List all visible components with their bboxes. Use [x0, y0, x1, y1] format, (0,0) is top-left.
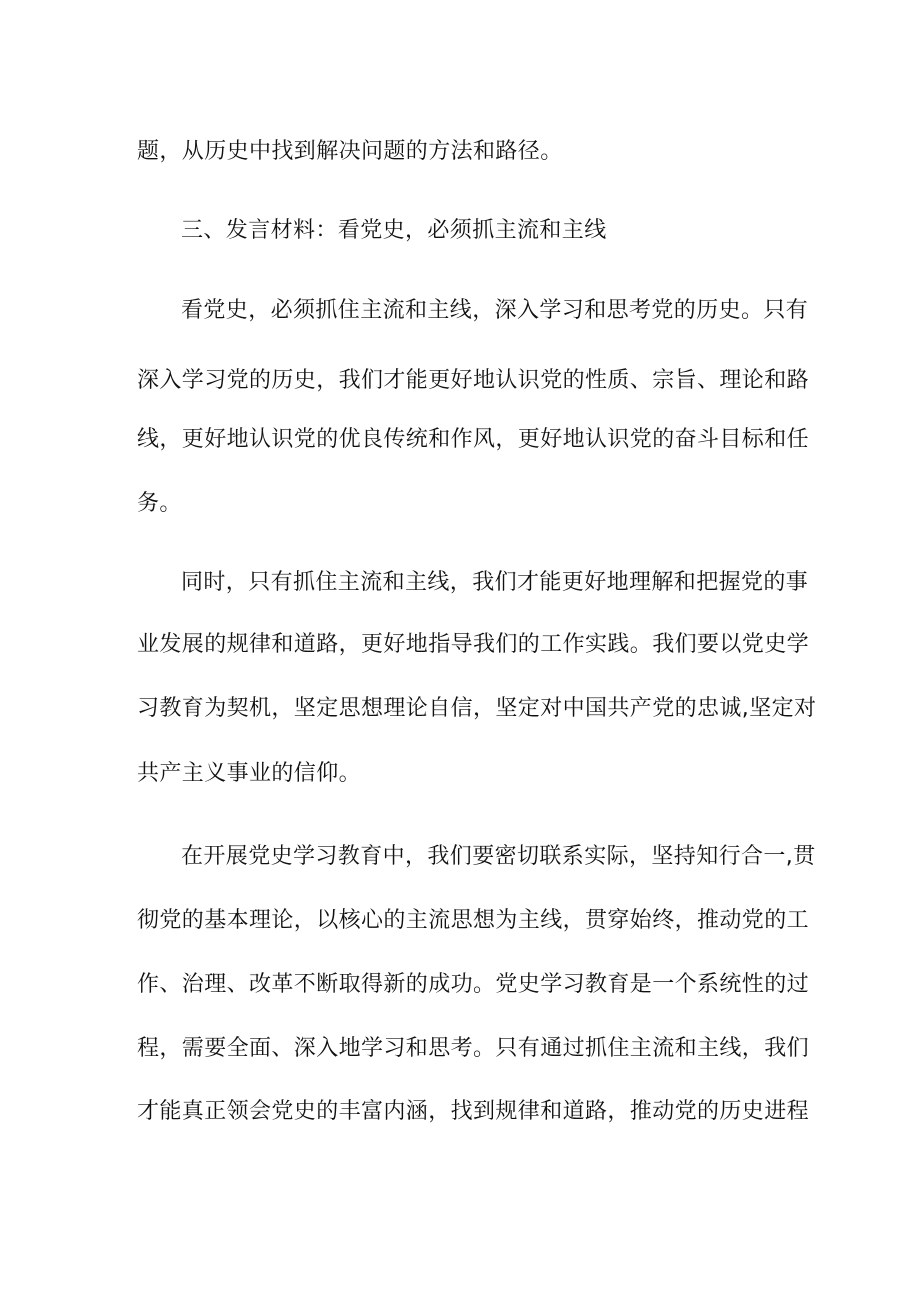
section-heading: 三、发言材料：看党史，必须抓主流和主线: [181, 218, 607, 243]
text-line: 习教育为契机，坚定思想理论自信，坚定对中国共产党的忠诚,坚定对: [137, 696, 817, 721]
text-line: 务。: [137, 491, 182, 516]
text-line: 深入学习党的历史，我们才能更好地认识党的性质、宗旨、理论和路: [137, 368, 810, 393]
text-line: 彻党的基本理论，以核心的主流思想为主线，贯穿始终，推动党的工: [137, 908, 810, 933]
text-line: 才能真正领会党史的丰富内涵，找到规律和道路，推动党的历史进程: [137, 1099, 810, 1124]
text-line: 看党史，必须抓住主流和主线，深入学习和思考党的历史。只有: [181, 298, 809, 323]
text-line: 共产主义事业的信仰。: [137, 761, 362, 786]
text-line: 题，从历史中找到解决问题的方法和路径。: [137, 139, 563, 164]
text-line: 在开展党史学习教育中，我们要密切联系实际，坚持知行合一,贯: [181, 844, 816, 869]
text-line: 同时，只有抓住主流和主线，我们才能更好地理解和把握党的事: [181, 570, 809, 595]
text-line: 作、治理、改革不断取得新的成功。党史学习教育是一个系统性的过: [137, 972, 810, 997]
text-line: 线，更好地认识党的优良传统和作风，更好地认识党的奋斗目标和任: [137, 427, 810, 452]
text-line: 程，需要全面、深入地学习和思考。只有通过抓住主流和主线，我们: [137, 1036, 810, 1061]
text-line: 业发展的规律和道路，更好地指导我们的工作实践。我们要以党史学: [137, 632, 810, 657]
